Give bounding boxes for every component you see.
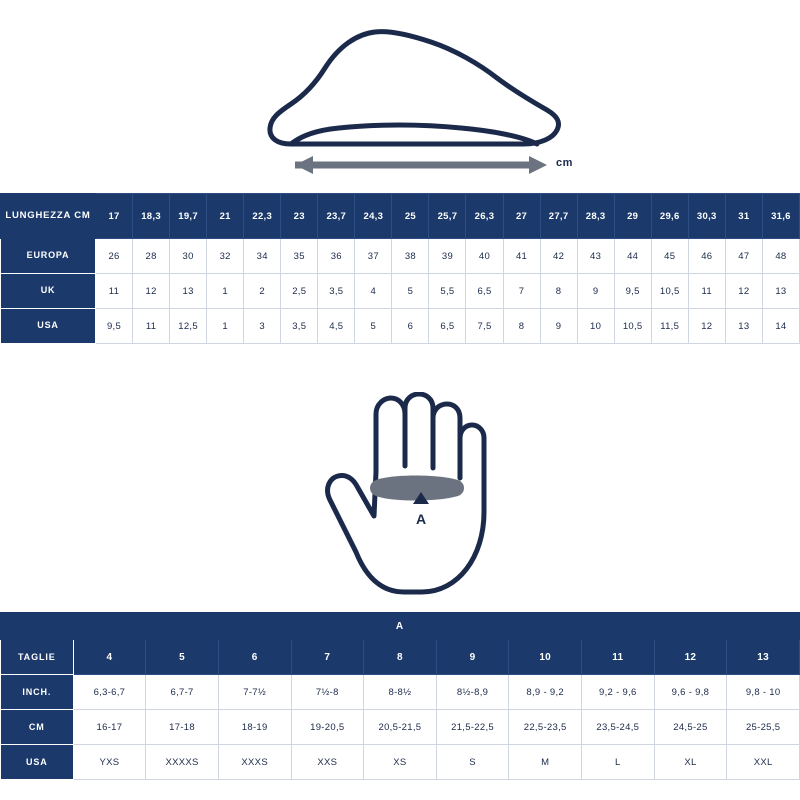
shoe-header-cell: 18,3	[133, 194, 170, 239]
table-row	[1, 675, 800, 710]
shoe-cell: 11	[96, 274, 133, 309]
glove-cell: 16-17	[73, 710, 146, 745]
shoe-cell: 1	[207, 274, 244, 309]
shoe-cell: 13	[762, 274, 799, 309]
shoe-cell: 12	[725, 274, 762, 309]
shoe-size-table	[0, 193, 800, 344]
shoe-cell: 8	[503, 309, 540, 344]
shoe-header-cell: 28,3	[577, 194, 614, 239]
glove-header-cell: 10	[509, 640, 582, 675]
shoe-unit-label: cm	[556, 157, 573, 169]
shoe-cell: 3	[244, 309, 281, 344]
shoe-cell: 5,5	[429, 274, 466, 309]
shoe-cell: 10,5	[614, 309, 651, 344]
shoe-cell: 12	[688, 309, 725, 344]
glove-header-cell: 8	[364, 640, 437, 675]
glove-cell: XL	[654, 745, 727, 780]
shoe-cell: 12	[133, 274, 170, 309]
shoe-cell: 12,5	[170, 309, 207, 344]
shoe-cell: 11	[133, 309, 170, 344]
shoe-cell: 48	[762, 239, 799, 274]
glove-cell: 17-18	[146, 710, 219, 745]
glove-cell: 21,5-22,5	[436, 710, 509, 745]
shoe-cell: 47	[725, 239, 762, 274]
glove-header-cell: 7	[291, 640, 364, 675]
shoe-header-cell: 27,7	[540, 194, 577, 239]
hand-figure	[0, 372, 800, 604]
table-row	[1, 710, 800, 745]
glove-cell: XXXS	[218, 745, 291, 780]
glove-cell: XXS	[291, 745, 364, 780]
shoe-header-cell: 23,7	[318, 194, 355, 239]
shoe-cell: 13	[725, 309, 762, 344]
glove-band-label: A	[1, 613, 800, 640]
shoe-row-label: UK	[1, 274, 96, 309]
glove-cell: YXS	[73, 745, 146, 780]
shoe-outline-icon	[265, 24, 585, 159]
glove-cell: M	[509, 745, 582, 780]
shoe-header-cell: 22,3	[244, 194, 281, 239]
table-header-row	[1, 194, 800, 239]
glove-cell: 7½-8	[291, 675, 364, 710]
shoe-cell: 5	[392, 274, 429, 309]
glove-header-cell: 6	[218, 640, 291, 675]
shoe-cell: 9,5	[614, 274, 651, 309]
shoe-header-cell: 21	[207, 194, 244, 239]
shoe-cell: 10	[577, 309, 614, 344]
glove-cell: 7-7½	[218, 675, 291, 710]
shoe-header-cell: 23	[281, 194, 318, 239]
shoe-cell: 45	[651, 239, 688, 274]
glove-header-cell: 5	[146, 640, 219, 675]
shoe-cell: 7,5	[466, 309, 503, 344]
shoe-cell: 30	[170, 239, 207, 274]
glove-header-label: TAGLIE	[1, 640, 74, 675]
shoe-cell: 9	[577, 274, 614, 309]
glove-cell: 8,9 - 9,2	[509, 675, 582, 710]
shoe-cell: 41	[503, 239, 540, 274]
shoe-cell: 10,5	[651, 274, 688, 309]
shoe-header-cell: 31,6	[762, 194, 799, 239]
glove-header-cell: 9	[436, 640, 509, 675]
glove-cell: XXXXS	[146, 745, 219, 780]
glove-cell: XS	[364, 745, 437, 780]
shoe-cell: 26	[96, 239, 133, 274]
glove-cell: 9,6 - 9,8	[654, 675, 727, 710]
length-arrow-icon	[265, 150, 585, 180]
table-row	[1, 309, 800, 344]
shoe-cell: 42	[540, 239, 577, 274]
shoe-cell: 40	[466, 239, 503, 274]
table-header-row	[1, 640, 800, 675]
glove-cell: XXL	[727, 745, 800, 780]
shoe-cell: 44	[614, 239, 651, 274]
shoe-cell: 4,5	[318, 309, 355, 344]
shoe-cell: 11	[688, 274, 725, 309]
glove-row-label: USA	[1, 745, 74, 780]
shoe-header-cell: 19,7	[170, 194, 207, 239]
glove-cell: L	[582, 745, 655, 780]
glove-cell: 9,8 - 10	[727, 675, 800, 710]
shoe-figure	[0, 10, 800, 190]
glove-size-table	[0, 612, 800, 780]
glove-header-cell: 4	[73, 640, 146, 675]
shoe-cell: 2,5	[281, 274, 318, 309]
table-row	[1, 239, 800, 274]
shoe-cell: 1	[207, 309, 244, 344]
shoe-header-cell: 29	[614, 194, 651, 239]
table-row	[1, 274, 800, 309]
shoe-cell: 13	[170, 274, 207, 309]
shoe-cell: 11,5	[651, 309, 688, 344]
shoe-cell: 3,5	[318, 274, 355, 309]
shoe-header-cell: 25,7	[429, 194, 466, 239]
glove-header-cell: 11	[582, 640, 655, 675]
table-row	[1, 745, 800, 780]
shoe-header-cell: 30,3	[688, 194, 725, 239]
shoe-cell: 28	[133, 239, 170, 274]
glove-cell: 24,5-25	[654, 710, 727, 745]
shoe-header-cell: 25	[392, 194, 429, 239]
shoe-header-cell: 24,3	[355, 194, 392, 239]
shoe-cell: 6,5	[466, 274, 503, 309]
shoe-row-label: USA	[1, 309, 96, 344]
glove-cell: 6,7-7	[146, 675, 219, 710]
glove-cell: 25-25,5	[727, 710, 800, 745]
shoe-header-cell: 26,3	[466, 194, 503, 239]
glove-cell: 18-19	[218, 710, 291, 745]
shoe-cell: 9	[540, 309, 577, 344]
glove-header-cell: 12	[654, 640, 727, 675]
shoe-cell: 38	[392, 239, 429, 274]
shoe-cell: 9,5	[96, 309, 133, 344]
glove-cell: 6,3-6,7	[73, 675, 146, 710]
shoe-header-cell: 27	[503, 194, 540, 239]
shoe-cell: 5	[355, 309, 392, 344]
glove-cell: 8-8½	[364, 675, 437, 710]
shoe-cell: 46	[688, 239, 725, 274]
shoe-cell: 34	[244, 239, 281, 274]
shoe-header-cell: 31	[725, 194, 762, 239]
hand-measure-label: A	[415, 511, 427, 527]
glove-cell: 20,5-21,5	[364, 710, 437, 745]
shoe-cell: 2	[244, 274, 281, 309]
shoe-cell: 4	[355, 274, 392, 309]
shoe-cell: 36	[318, 239, 355, 274]
glove-cell: 23,5-24,5	[582, 710, 655, 745]
glove-cell: 22,5-23,5	[509, 710, 582, 745]
shoe-row-label: EUROPA	[1, 239, 96, 274]
glove-cell: S	[436, 745, 509, 780]
shoe-cell: 7	[503, 274, 540, 309]
shoe-header-label: LUNGHEZZA CM	[1, 194, 96, 239]
glove-cell: 19-20,5	[291, 710, 364, 745]
shoe-cell: 35	[281, 239, 318, 274]
shoe-cell: 8	[540, 274, 577, 309]
glove-band-row	[1, 613, 800, 640]
glove-cell: 8½-8,9	[436, 675, 509, 710]
glove-row-label: INCH.	[1, 675, 74, 710]
shoe-cell: 6,5	[429, 309, 466, 344]
shoe-header-cell: 29,6	[651, 194, 688, 239]
glove-row-label: CM	[1, 710, 74, 745]
shoe-cell: 6	[392, 309, 429, 344]
glove-cell: 9,2 - 9,6	[582, 675, 655, 710]
shoe-header-cell: 17	[96, 194, 133, 239]
shoe-cell: 43	[577, 239, 614, 274]
shoe-cell: 39	[429, 239, 466, 274]
shoe-cell: 32	[207, 239, 244, 274]
shoe-cell: 3,5	[281, 309, 318, 344]
hand-outline-icon	[318, 392, 488, 602]
shoe-cell: 14	[762, 309, 799, 344]
glove-header-cell: 13	[727, 640, 800, 675]
shoe-cell: 37	[355, 239, 392, 274]
